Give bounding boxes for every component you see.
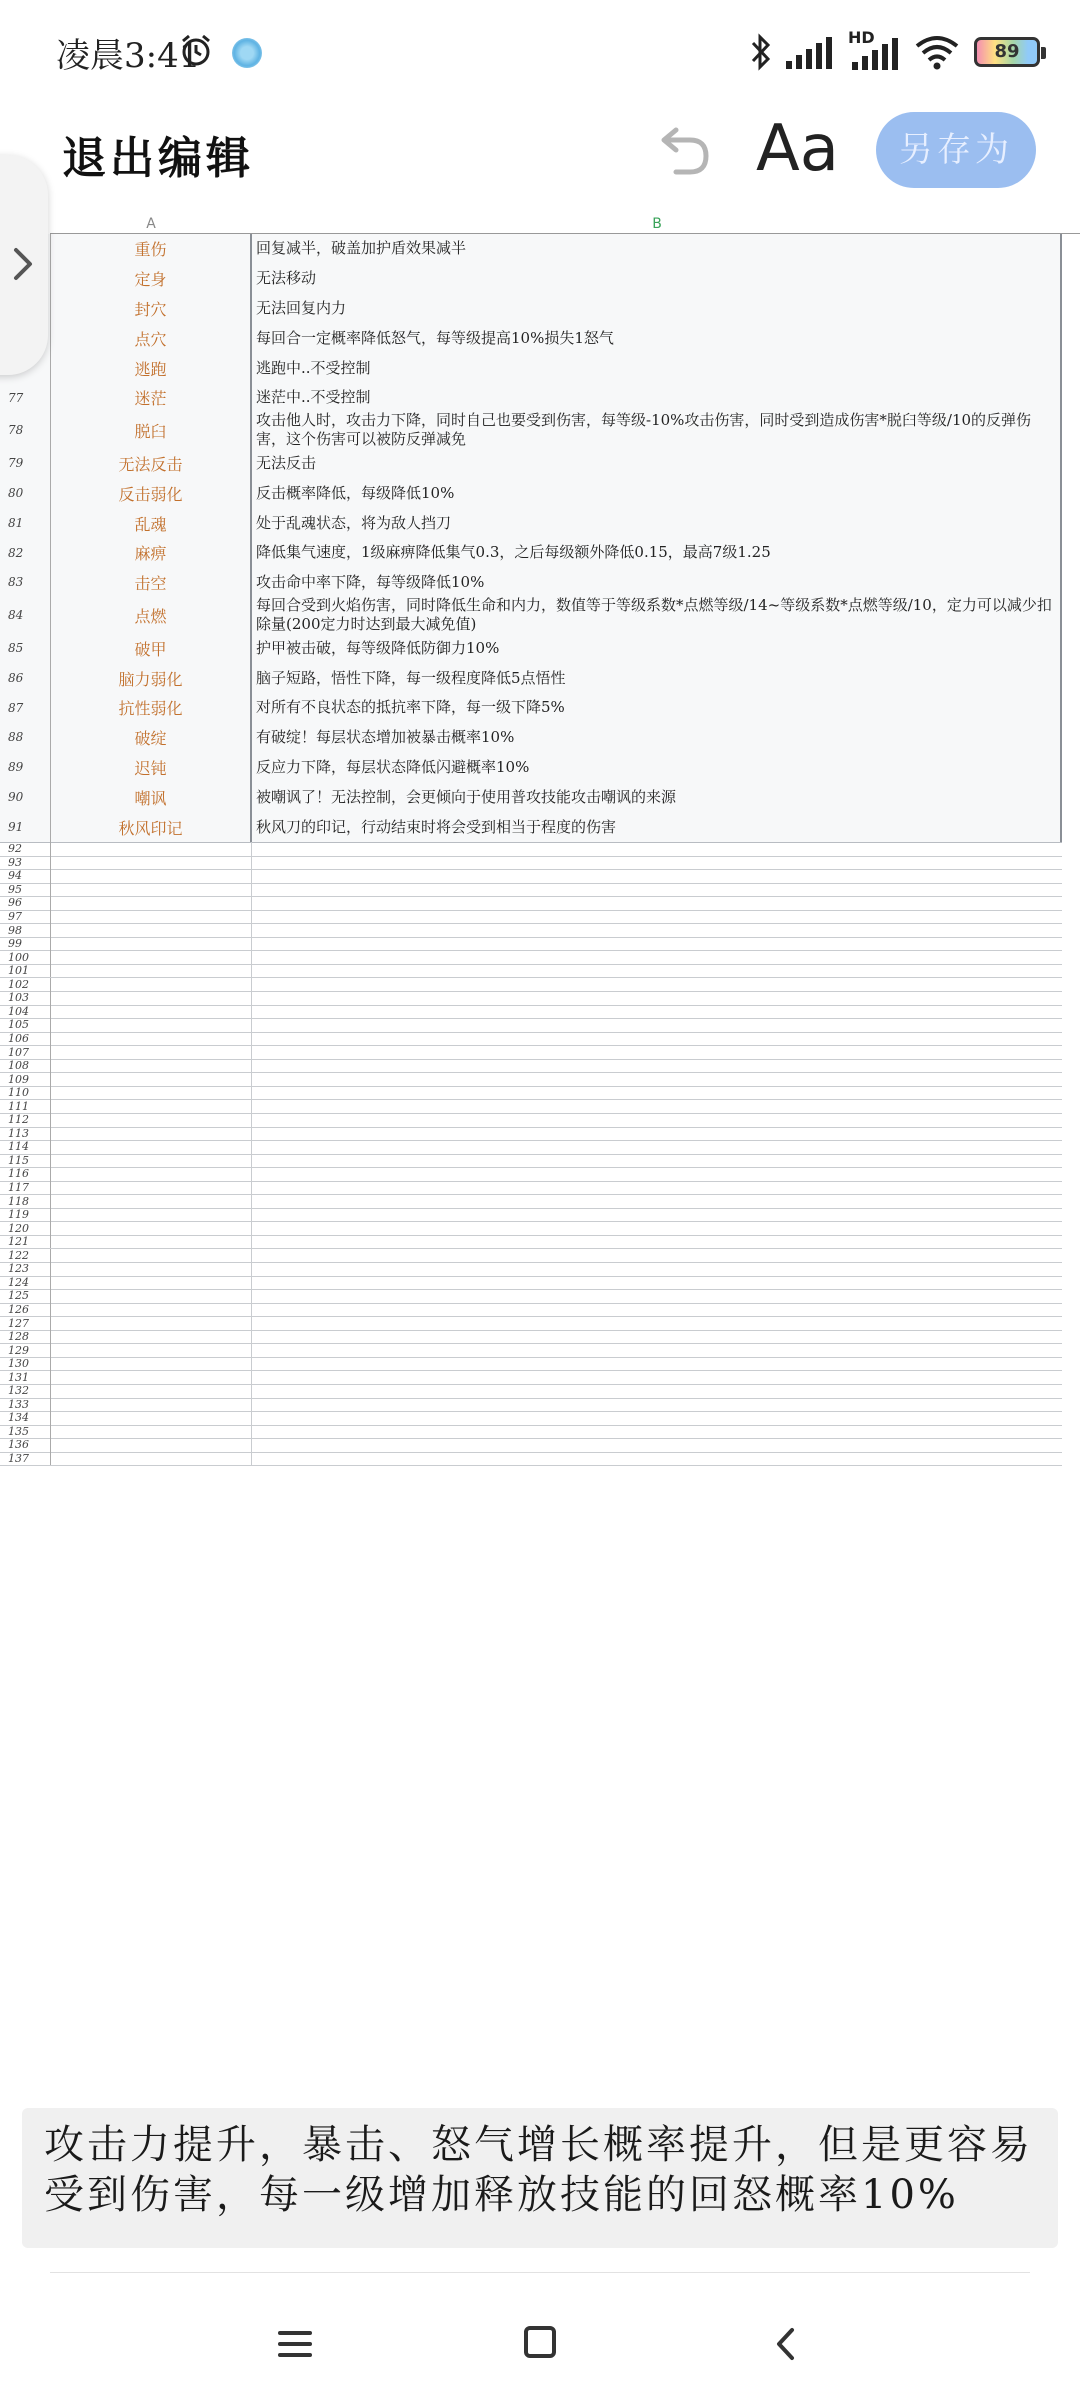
cell-status-name[interactable]: 麻痹 (50, 538, 252, 567)
empty-cell-b[interactable] (252, 1262, 1062, 1276)
side-panel-handle[interactable] (0, 155, 48, 375)
empty-cell-b[interactable] (252, 950, 1062, 964)
cell-editor-input[interactable]: 攻击力提升，暴击、怒气增长概率提升，但是更容易受到伤害，每一级增加释放技能的回怒概率10% (22, 2108, 1058, 2248)
empty-cell-a[interactable] (50, 1357, 252, 1371)
row-number[interactable]: 130 (8, 1357, 29, 1371)
table-row-empty[interactable] (0, 991, 1062, 1006)
table-row[interactable] (0, 567, 1062, 598)
cell-status-name[interactable]: 抗性弱化 (50, 693, 252, 722)
row-number[interactable]: 129 (8, 1343, 29, 1357)
table-row[interactable] (0, 693, 1062, 723)
signal-icon (786, 35, 834, 69)
cell-status-name[interactable]: 脑力弱化 (50, 663, 252, 693)
row-number[interactable]: 94 (8, 869, 22, 883)
table-row-empty[interactable] (0, 1276, 1062, 1291)
cell-status-description[interactable]: 攻击命中率下降，每等级降低10% (252, 567, 1062, 597)
empty-cell-a[interactable] (50, 1167, 252, 1181)
table-row[interactable] (0, 353, 1062, 384)
table-row[interactable] (0, 234, 1062, 264)
signal-hd-icon (848, 28, 900, 72)
table-row-empty[interactable] (0, 1235, 1062, 1250)
table-row-empty[interactable] (0, 1140, 1062, 1155)
empty-cell-b[interactable] (252, 1018, 1062, 1032)
row-number[interactable]: 93 (8, 855, 22, 869)
table-row[interactable] (0, 383, 1062, 413)
row-number[interactable]: 91 (8, 820, 24, 834)
row-number[interactable]: 78 (8, 423, 24, 437)
weather-icon (232, 38, 262, 68)
cell-status-name[interactable]: 秋风印记 (50, 812, 252, 842)
bluetooth-icon (750, 32, 772, 72)
row-number[interactable]: 128 (8, 1330, 29, 1344)
empty-cell-b[interactable] (252, 1099, 1062, 1113)
cell-status-description[interactable]: 无法回复内力 (252, 293, 1062, 323)
row-number[interactable]: 105 (8, 1018, 29, 1032)
empty-cell-b[interactable] (252, 1411, 1062, 1425)
empty-cell-b[interactable] (252, 1194, 1062, 1208)
wifi-icon (914, 34, 960, 70)
empty-cell-a[interactable] (50, 1303, 252, 1317)
row-number[interactable]: 125 (8, 1289, 29, 1303)
table-row-empty[interactable] (0, 1262, 1062, 1277)
status-icons (750, 28, 1040, 76)
row-number[interactable]: 86 (8, 671, 24, 685)
row-number[interactable]: 113 (8, 1126, 29, 1140)
empty-cell-b[interactable] (252, 1059, 1062, 1073)
row-number[interactable]: 85 (8, 641, 24, 655)
row-number[interactable]: 89 (8, 760, 24, 774)
empty-cell-a[interactable] (50, 1221, 252, 1235)
battery-icon: 89 (974, 37, 1040, 67)
row-number[interactable]: 95 (8, 882, 22, 896)
cell-status-name[interactable]: 无法反击 (50, 448, 252, 478)
table-row[interactable] (0, 448, 1062, 479)
empty-cell-b[interactable] (252, 856, 1062, 870)
table-row-empty[interactable] (0, 1113, 1062, 1128)
row-number[interactable]: 126 (8, 1302, 29, 1316)
cell-status-name[interactable]: 点燃 (50, 597, 252, 633)
table-row-empty[interactable] (0, 978, 1062, 993)
row-number[interactable]: 98 (8, 923, 22, 937)
empty-cell-a[interactable] (50, 1289, 252, 1303)
row-number[interactable]: 114 (8, 1140, 29, 1154)
table-row[interactable] (0, 752, 1062, 783)
table-row[interactable] (0, 323, 1062, 354)
table-row-empty[interactable] (0, 1370, 1062, 1385)
empty-cell-b[interactable] (252, 1370, 1062, 1384)
table-row-empty[interactable] (0, 923, 1062, 938)
empty-cell-b[interactable] (252, 1316, 1062, 1330)
table-row-empty[interactable] (0, 1384, 1062, 1399)
font-format-button[interactable]: Aa (756, 112, 839, 186)
empty-cell-a[interactable] (50, 1181, 252, 1195)
empty-cell-b[interactable] (252, 910, 1062, 924)
cell-status-description[interactable]: 每回合一定概率降低怒气，每等级提高10%损失1怒气 (252, 323, 1062, 353)
empty-cell-a[interactable] (50, 1154, 252, 1168)
row-number[interactable]: 82 (8, 545, 24, 560)
row-number[interactable]: 81 (8, 516, 24, 530)
table-row-empty[interactable] (0, 883, 1062, 898)
empty-cell-a[interactable] (50, 896, 252, 910)
cell-status-description[interactable]: 对所有不良状态的抵抗率下降，每一级下降5% (252, 693, 1062, 722)
empty-cell-a[interactable] (50, 1086, 252, 1100)
table-row[interactable] (0, 663, 1062, 694)
empty-cell-b[interactable] (252, 1330, 1062, 1344)
alarm-clock-icon (178, 32, 214, 68)
table-row-empty[interactable] (0, 1452, 1062, 1467)
column-header-b[interactable]: B (652, 216, 662, 232)
row-number[interactable]: 133 (8, 1397, 29, 1411)
row-number[interactable]: 123 (8, 1262, 29, 1276)
cell-status-description[interactable]: 脑子短路，悟性下降，每一级程度降低5点悟性 (252, 663, 1062, 693)
empty-cell-b[interactable] (252, 1140, 1062, 1154)
row-number[interactable]: 112 (8, 1113, 29, 1127)
table-row-empty[interactable] (0, 1357, 1062, 1372)
row-number[interactable]: 99 (8, 937, 22, 951)
empty-cell-a[interactable] (50, 978, 252, 992)
row-number[interactable]: 108 (8, 1059, 29, 1073)
empty-cell-b[interactable] (252, 869, 1062, 883)
cell-status-name[interactable]: 破甲 (50, 633, 252, 663)
table-row-empty[interactable] (0, 964, 1062, 979)
empty-cell-b[interactable] (252, 1072, 1062, 1086)
row-number[interactable]: 102 (8, 977, 29, 991)
row-number[interactable]: 134 (8, 1411, 29, 1425)
empty-cell-a[interactable] (50, 1398, 252, 1412)
row-number[interactable]: 96 (8, 896, 22, 910)
empty-cell-a[interactable] (50, 1005, 252, 1019)
empty-cell-a[interactable] (50, 1411, 252, 1425)
cell-status-name[interactable]: 脱臼 (50, 412, 252, 448)
empty-cell-b[interactable] (252, 1221, 1062, 1235)
row-number[interactable]: 135 (8, 1424, 29, 1438)
row-number[interactable]: 92 (8, 842, 22, 856)
cell-status-description[interactable]: 反击概率降低，每级降低10% (252, 478, 1062, 508)
cell-status-name[interactable]: 逃跑 (50, 353, 252, 383)
empty-cell-a[interactable] (50, 1343, 252, 1357)
empty-cell-b[interactable] (252, 1289, 1062, 1303)
empty-cell-b[interactable] (252, 1181, 1062, 1195)
table-row-empty[interactable] (0, 1005, 1062, 1020)
chevron-right-icon (12, 247, 34, 281)
empty-cell-a[interactable] (50, 842, 252, 856)
empty-cell-b[interactable] (252, 991, 1062, 1005)
table-row-empty[interactable] (0, 1018, 1062, 1033)
divider (50, 2272, 1030, 2273)
empty-cell-a[interactable] (50, 1127, 252, 1141)
empty-cell-b[interactable] (252, 978, 1062, 992)
row-number[interactable]: 90 (8, 790, 24, 804)
empty-cell-a[interactable] (50, 1452, 252, 1466)
cell-status-name[interactable]: 重伤 (50, 234, 252, 263)
cell-status-name[interactable]: 迟钝 (50, 752, 252, 782)
row-number[interactable]: 109 (8, 1072, 29, 1086)
row-number[interactable]: 88 (8, 730, 24, 744)
save-as-button[interactable]: 另存为 (876, 112, 1036, 188)
cell-status-name[interactable]: 迷茫 (50, 383, 252, 412)
empty-cell-a[interactable] (50, 950, 252, 964)
empty-cell-a[interactable] (50, 1140, 252, 1154)
row-number[interactable]: 106 (8, 1031, 29, 1045)
row-number[interactable]: 132 (8, 1384, 29, 1398)
cell-status-name[interactable]: 定身 (50, 263, 252, 293)
empty-cell-a[interactable] (50, 869, 252, 883)
empty-cell-b[interactable] (252, 1086, 1062, 1100)
empty-cell-a[interactable] (50, 1072, 252, 1086)
cell-status-name[interactable]: 嘲讽 (50, 782, 252, 812)
row-number[interactable]: 122 (8, 1248, 29, 1262)
empty-cell-b[interactable] (252, 1452, 1062, 1466)
cell-status-description[interactable]: 降低集气速度，1级麻痹降低集气0.3，之后每级额外降低0.15，最高7级1.25 (252, 538, 1062, 567)
cell-status-description[interactable]: 有破绽！每层状态增加被暴击概率10% (252, 722, 1062, 752)
empty-cell-b[interactable] (252, 1167, 1062, 1181)
empty-cell-a[interactable] (50, 910, 252, 924)
row-number[interactable]: 101 (8, 964, 29, 978)
empty-cell-b[interactable] (252, 1438, 1062, 1452)
table-row[interactable] (0, 633, 1062, 664)
empty-cell-a[interactable] (50, 991, 252, 1005)
table-row-empty[interactable] (0, 1249, 1062, 1264)
empty-cell-b[interactable] (252, 923, 1062, 937)
empty-cell-a[interactable] (50, 856, 252, 870)
table-row-empty[interactable] (0, 869, 1062, 884)
table-row-empty[interactable] (0, 1303, 1062, 1318)
status-time: 凌晨3:41 (56, 36, 201, 76)
cell-status-name[interactable]: 反击弱化 (50, 478, 252, 508)
row-number[interactable]: 104 (8, 1004, 29, 1018)
cell-status-description[interactable]: 护甲被击破，每等级降低防御力10% (252, 633, 1062, 663)
cell-status-description[interactable]: 无法反击 (252, 448, 1062, 478)
empty-cell-b[interactable] (252, 1154, 1062, 1168)
row-number[interactable]: 127 (8, 1316, 29, 1330)
empty-cell-b[interactable] (252, 937, 1062, 951)
network-label: HD (848, 28, 875, 47)
row-number[interactable]: 87 (8, 700, 24, 715)
table-row-empty[interactable] (0, 856, 1062, 871)
row-number[interactable]: 100 (8, 950, 29, 964)
cell-status-description[interactable]: 回复减半，破盖加护盾效果减半 (252, 234, 1062, 263)
empty-cell-a[interactable] (50, 1330, 252, 1344)
row-number[interactable]: 80 (8, 486, 24, 500)
empty-cell-a[interactable] (50, 1099, 252, 1113)
cell-status-name[interactable]: 击空 (50, 567, 252, 597)
table-row-empty[interactable] (0, 937, 1062, 952)
status-bar (0, 0, 1080, 100)
row-number[interactable]: 77 (8, 390, 24, 405)
empty-cell-b[interactable] (252, 964, 1062, 978)
table-row-empty[interactable] (0, 1072, 1062, 1087)
empty-cell-a[interactable] (50, 1235, 252, 1249)
empty-cell-b[interactable] (252, 1343, 1062, 1357)
empty-cell-a[interactable] (50, 1018, 252, 1032)
toolbar (0, 100, 1080, 210)
empty-cell-b[interactable] (252, 1113, 1062, 1127)
empty-cell-a[interactable] (50, 1045, 252, 1059)
table-row-empty[interactable] (0, 950, 1062, 965)
table-row-empty[interactable] (0, 1221, 1062, 1236)
table-row-empty[interactable] (0, 896, 1062, 911)
empty-cell-a[interactable] (50, 1438, 252, 1452)
row-number[interactable]: 103 (8, 991, 29, 1005)
cell-status-description[interactable]: 攻击他人时，攻击力下降，同时自己也要受到伤害，每等级-10%攻击伤害，同时受到造成伤害*脱臼等级/10的反弹伤害，这个伤害可以被防反弹减免 (252, 412, 1062, 448)
table-row[interactable] (0, 263, 1062, 294)
row-number[interactable]: 84 (8, 608, 24, 622)
exit-edit-button[interactable]: 退出编辑 (62, 133, 254, 184)
row-number[interactable]: 119 (8, 1208, 29, 1222)
cell-status-description[interactable]: 反应力下降，每层状态降低闪避概率10% (252, 752, 1062, 782)
empty-cell-b[interactable] (252, 883, 1062, 897)
cell-status-description[interactable]: 处于乱魂状态，将为敌人挡刀 (252, 508, 1062, 538)
empty-cell-b[interactable] (252, 1045, 1062, 1059)
empty-cell-a[interactable] (50, 937, 252, 951)
table-row-empty[interactable] (0, 1154, 1062, 1169)
row-number[interactable]: 111 (8, 1099, 29, 1113)
row-number[interactable]: 97 (8, 910, 22, 924)
row-number[interactable]: 118 (8, 1194, 29, 1208)
row-number[interactable]: 121 (8, 1235, 29, 1249)
table-row-empty[interactable] (0, 1343, 1062, 1358)
empty-cell-b[interactable] (252, 1032, 1062, 1046)
empty-cell-b[interactable] (252, 1005, 1062, 1019)
cell-status-description[interactable]: 每回合受到火焰伤害，同时降低生命和内力，数值等于等级系数*点燃等级/14~等级系数*点燃等级/10，定力可以减少扣除量(200定力时达到最大减免值) (252, 597, 1062, 633)
spreadsheet-grid[interactable] (0, 215, 1080, 2085)
table-row-empty[interactable] (0, 1411, 1062, 1426)
empty-cell-b[interactable] (252, 1127, 1062, 1141)
empty-cell-b[interactable] (252, 842, 1062, 856)
table-row[interactable] (0, 782, 1062, 813)
table-row[interactable] (0, 293, 1062, 324)
row-number[interactable]: 79 (8, 456, 24, 470)
table-row-empty[interactable] (0, 1086, 1062, 1101)
empty-cell-b[interactable] (252, 1276, 1062, 1290)
table-row-empty[interactable] (0, 1167, 1062, 1182)
table-row[interactable] (0, 597, 1062, 634)
row-number[interactable]: 124 (8, 1275, 29, 1289)
table-row-empty[interactable] (0, 1398, 1062, 1413)
empty-cell-a[interactable] (50, 1059, 252, 1073)
table-row[interactable] (0, 478, 1062, 509)
home-icon[interactable] (524, 2326, 556, 2358)
table-row[interactable] (0, 508, 1062, 539)
row-number[interactable]: 107 (8, 1045, 29, 1059)
table-row-empty[interactable] (0, 1194, 1062, 1209)
empty-cell-a[interactable] (50, 1316, 252, 1330)
empty-cell-a[interactable] (50, 1113, 252, 1127)
cell-status-name[interactable]: 乱魂 (50, 508, 252, 538)
row-number[interactable]: 136 (8, 1438, 29, 1452)
table-row-empty[interactable] (0, 1289, 1062, 1304)
table-row[interactable] (0, 812, 1062, 843)
table-row[interactable] (0, 722, 1062, 753)
cell-status-description[interactable]: 无法移动 (252, 263, 1062, 293)
empty-cell-b[interactable] (252, 1235, 1062, 1249)
empty-cell-a[interactable] (50, 1208, 252, 1222)
empty-cell-a[interactable] (50, 883, 252, 897)
navigation-bar (0, 2290, 1080, 2400)
menu-icon[interactable] (278, 2330, 312, 2358)
empty-cell-a[interactable] (50, 1384, 252, 1398)
empty-cell-a[interactable] (50, 923, 252, 937)
table-row-empty[interactable] (0, 1438, 1062, 1453)
empty-cell-b[interactable] (252, 896, 1062, 910)
empty-cell-b[interactable] (252, 1384, 1062, 1398)
empty-cell-a[interactable] (50, 1249, 252, 1263)
table-row-empty[interactable] (0, 1316, 1062, 1331)
table-row-empty[interactable] (0, 1032, 1062, 1047)
empty-cell-b[interactable] (252, 1303, 1062, 1317)
table-row[interactable] (0, 412, 1062, 449)
table-row-empty[interactable] (0, 1208, 1062, 1223)
empty-cell-a[interactable] (50, 1194, 252, 1208)
table-row-empty[interactable] (0, 1425, 1062, 1440)
empty-cell-b[interactable] (252, 1208, 1062, 1222)
empty-cell-b[interactable] (252, 1398, 1062, 1412)
cell-status-name[interactable]: 封穴 (50, 293, 252, 323)
column-header-a[interactable]: A (146, 216, 156, 232)
table-row-empty[interactable] (0, 1330, 1062, 1345)
row-number[interactable]: 137 (8, 1452, 29, 1466)
table-row[interactable] (0, 538, 1062, 568)
cell-status-description[interactable]: 被嘲讽了！无法控制，会更倾向于使用普攻技能攻击嘲讽的来源 (252, 782, 1062, 812)
row-number[interactable]: 115 (8, 1153, 29, 1167)
table-row-empty[interactable] (0, 1099, 1062, 1114)
cell-status-description[interactable]: 迷茫中..不受控制 (252, 383, 1062, 412)
cell-status-name[interactable]: 破绽 (50, 722, 252, 752)
back-icon[interactable] (774, 2326, 798, 2362)
table-row-empty[interactable] (0, 1127, 1062, 1142)
cell-status-description[interactable]: 逃跑中..不受控制 (252, 353, 1062, 383)
table-row-empty[interactable] (0, 1045, 1062, 1060)
empty-cell-a[interactable] (50, 964, 252, 978)
row-number[interactable]: 117 (8, 1181, 29, 1195)
empty-cell-b[interactable] (252, 1425, 1062, 1439)
row-number[interactable]: 131 (8, 1370, 29, 1384)
empty-cell-a[interactable] (50, 1370, 252, 1384)
empty-cell-a[interactable] (50, 1262, 252, 1276)
table-row-empty[interactable] (0, 1181, 1062, 1196)
row-number[interactable]: 83 (8, 575, 24, 589)
empty-cell-b[interactable] (252, 1357, 1062, 1371)
undo-icon[interactable] (646, 118, 716, 188)
empty-cell-a[interactable] (50, 1032, 252, 1046)
table-row-empty[interactable] (0, 910, 1062, 925)
cell-status-name[interactable]: 点穴 (50, 323, 252, 353)
table-row-empty[interactable] (0, 1059, 1062, 1074)
empty-cell-a[interactable] (50, 1425, 252, 1439)
row-number[interactable]: 116 (8, 1167, 29, 1181)
empty-cell-a[interactable] (50, 1276, 252, 1290)
table-row-empty[interactable] (0, 842, 1062, 857)
row-number[interactable]: 120 (8, 1221, 29, 1235)
cell-status-description[interactable]: 秋风刀的印记，行动结束时将会受到相当于程度的伤害 (252, 812, 1062, 842)
empty-cell-b[interactable] (252, 1249, 1062, 1263)
row-number[interactable]: 110 (8, 1086, 29, 1100)
